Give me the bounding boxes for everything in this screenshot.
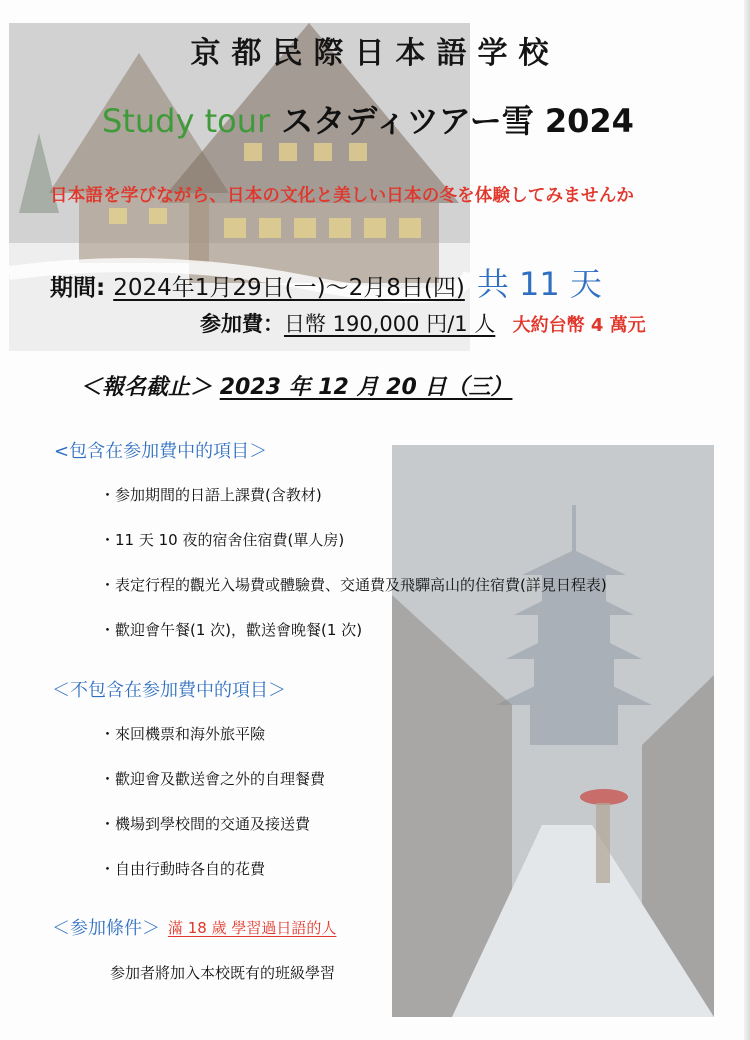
excluded-item: ・ 來回機票和海外旅平險	[100, 723, 265, 744]
period-days: 共 11 天	[476, 265, 602, 303]
fee-line	[200, 308, 646, 338]
included-item: ・ 参加期間的日語上課費(含教材)	[100, 484, 322, 505]
included-title: <包含在参加費中的項目＞	[54, 441, 268, 462]
fee-amount: 日幣 190,000 円/1 人	[284, 312, 496, 336]
tour-title	[102, 96, 634, 142]
included-item: ・ 表定行程的觀光入場費或體驗費、交通費及飛驒高山的住宿費(詳見日程表)	[100, 574, 607, 595]
deadline-line	[80, 370, 512, 401]
conditions-note: 参加者將加入本校既有的班級學習	[110, 964, 336, 982]
included-item: ・ 11 天 10 夜的宿舍住宿費(單人房)	[100, 529, 344, 550]
excluded-title: ＜不包含在参加費中的項目＞	[52, 680, 286, 701]
period-line	[50, 259, 602, 305]
fee-label: 参加費：	[200, 312, 284, 336]
excluded-item: ・ 自由行動時各自的花費	[100, 858, 265, 879]
fee-twd: 大約台幣 4 萬元	[512, 315, 646, 336]
conditions-label: ＜参加條件＞	[52, 918, 160, 939]
page-edge	[744, 0, 750, 1040]
period-label: 期間:	[50, 275, 106, 301]
period-range: 2024年1月29日(一)～2月8日(四)	[113, 275, 465, 301]
deadline-date: 2023 年 12 月 20 日（三）	[219, 375, 513, 400]
tour-title-en: Study tour	[102, 102, 271, 140]
excluded-item: ・ 機場到學校間的交通及接送費	[100, 813, 310, 834]
deadline-label: ＜報名截止＞	[80, 375, 213, 400]
excluded-item: ・ 歡迎會及歡送會之外的自理餐費	[100, 768, 325, 789]
lead-text: 日本語を学びながら、日本の文化と美しい日本の冬を体験してみませんか	[50, 186, 635, 206]
tour-title-ja: スタディツアー雪 2024	[281, 102, 634, 140]
snowy-street-illustration	[392, 445, 714, 1017]
conditions-value: 滿 18 歲 學習過日語的人	[168, 919, 337, 937]
school-name: 京都民際日本語学校	[190, 36, 560, 71]
included-item: ・ 歡迎會午餐(1 次)，歡送會晚餐(1 次)	[100, 619, 362, 640]
